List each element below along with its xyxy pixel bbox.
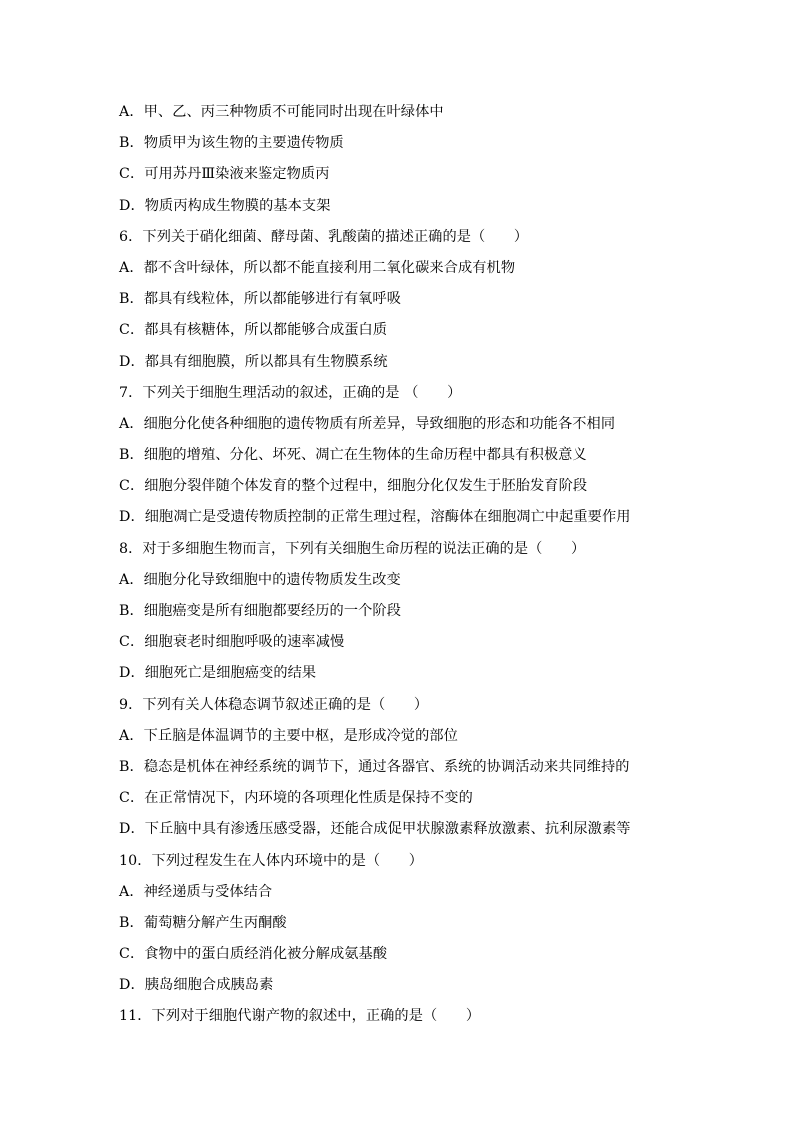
option-a-q9: A．下丘脑是体温调节的主要中枢，是形成冷觉的部位 (119, 727, 458, 744)
option-d-q7: D．细胞凋亡是受遗传物质控制的正常生理过程，溶酶体在细胞凋亡中起重要作用 (119, 509, 631, 526)
question-7: 7．下列关于细胞生理活动的叙述，正确的是 （ ） (119, 384, 462, 401)
option-c-q10: C．食物中的蛋白质经消化被分解成氨基酸 (119, 946, 388, 963)
question-9: 9．下列有关人体稳态调节叙述正确的是（ ） (119, 696, 429, 713)
question-10: 10．下列过程发生在人体内环境中的是（ ） (119, 852, 424, 869)
option-a-q8: A．细胞分化导致细胞中的遗传物质发生改变 (119, 571, 401, 588)
option-d-q9: D．下丘脑中具有渗透压感受器，还能合成促甲状腺激素释放激素、抗利尿激素等 (119, 821, 631, 838)
option-c-q7: C．细胞分裂伴随个体发育的整个过程中，细胞分化仅发生于胚胎发育阶段 (119, 478, 588, 495)
option-b-q10: B．葡萄糖分解产生丙酮酸 (119, 914, 287, 931)
option-c-q9: C．在正常情况下，内环境的各项理化性质是保持不变的 (119, 790, 473, 807)
option-a-q5: A．甲、乙、丙三种物质不可能同时出现在叶绿体中 (119, 104, 444, 120)
option-a-q10: A．神经递质与受体结合 (119, 883, 273, 900)
option-b-q6: B．都具有线粒体，所以都能够进行有氧呼吸 (119, 291, 401, 308)
question-8: 8．对于多细胞生物而言，下列有关细胞生命历程的说法正确的是（ ） (119, 540, 586, 557)
option-d-q8: D．细胞死亡是细胞癌变的结果 (119, 665, 317, 682)
option-b-q9: B．稳态是机体在神经系统的调节下，通过各器官、系统的协调活动来共同维持的 (119, 758, 630, 775)
option-a-q7: A．细胞分化使各种细胞的遗传物质有所差异，导致细胞的形态和功能各不相同 (119, 415, 616, 432)
option-b-q8: B．细胞癌变是所有细胞都要经历的一个阶段 (119, 603, 401, 619)
option-b-q5: B．物质甲为该生物的主要遗传物质 (119, 135, 344, 152)
option-c-q6: C．都具有核糖体，所以都能够合成蛋白质 (119, 322, 388, 339)
question-11: 11．下列对于细胞代谢产物的叙述中，正确的是（ ） (119, 1008, 481, 1025)
option-c-q5: C．可用苏丹Ⅲ染液来鉴定物质丙 (119, 166, 330, 183)
option-d-q6: D．都具有细胞膜，所以都具有生物膜系统 (119, 353, 388, 370)
option-b-q7: B．细胞的增殖、分化、坏死、凋亡在生物体的生命历程中都具有积极意义 (119, 447, 587, 464)
question-6: 6．下列关于硝化细菌、酵母菌、乳酸菌的描述正确的是（ ） (119, 228, 529, 245)
option-d-q5: D．物质丙构成生物膜的基本支架 (119, 197, 331, 214)
option-d-q10: D．胰岛细胞合成胰岛素 (119, 977, 274, 994)
option-c-q8: C．细胞衰老时细胞呼吸的速率减慢 (119, 634, 345, 651)
question-text-block (119, 101, 759, 1037)
option-a-q6: A．都不含叶绿体，所以都不能直接利用二氧化碳来合成有机物 (119, 259, 516, 276)
